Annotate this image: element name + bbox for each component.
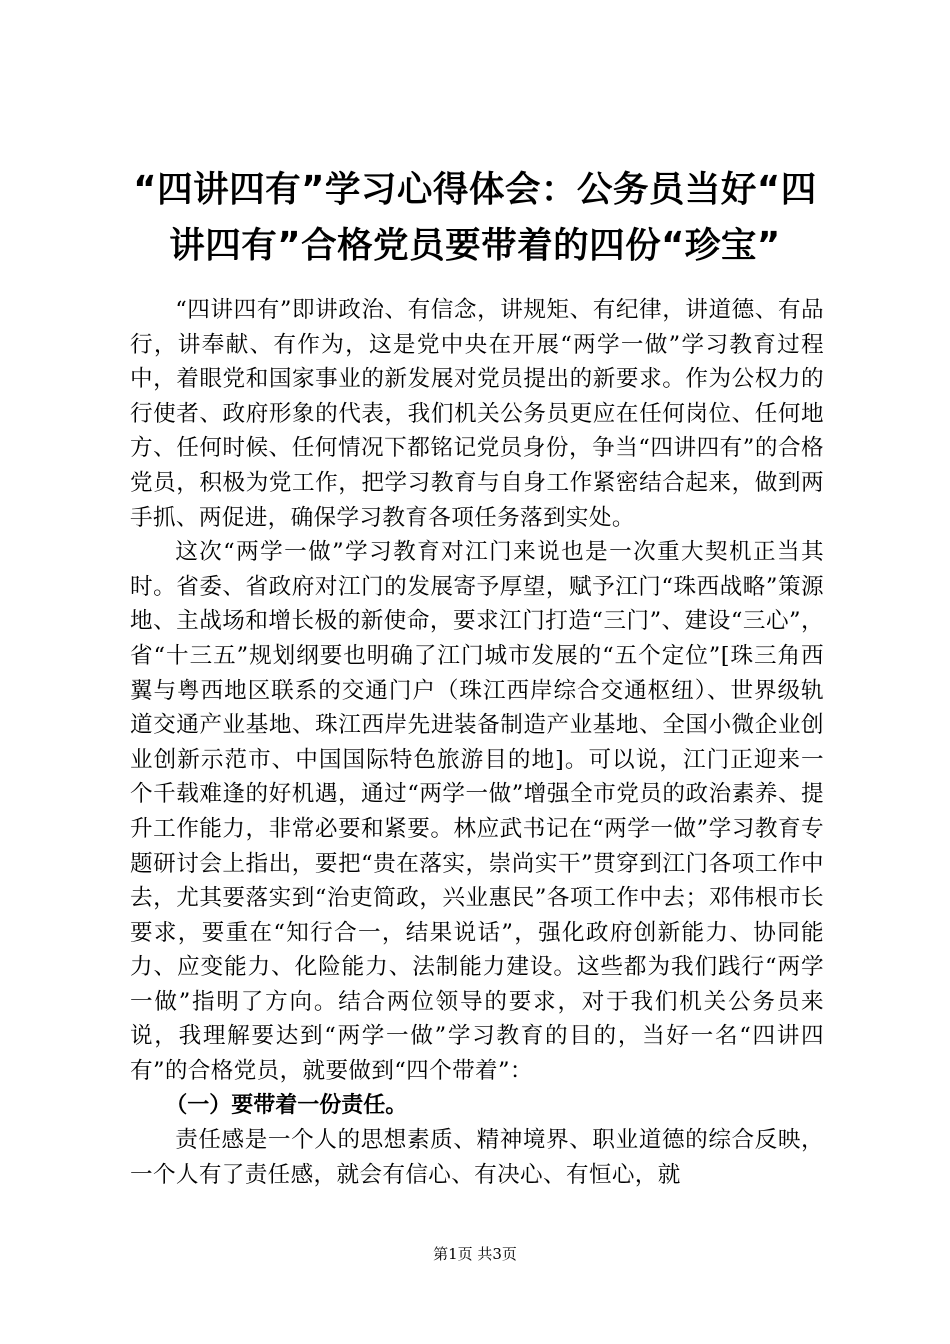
paragraph-jiangmen: 这次“两学一做”学习教育对江门来说也是一次重大契机正当其时。省委、省政府对江门的发展寄予厚望，赋予江门“珠西战略”策源地、主战场和增长极的新使命，要求江门打造“三门”、建设“三心”，省“十三五”规划纲要也明确了江门城市发展的“五个定位”[珠三角西翼与粤西地区联系的交通门户（珠江西岸综合交通枢纽）、世界级轨道交通产业基地、珠江西岸先进装备制造产业基地、全国小微企业创业创新示范市、中国国际特色旅游目的地]。可以说，江门正迎来一个千载难逢的好机遇，通过“两学一做”增强全市党员的政治素养、提升工作能力，非常必要和紧要。林应武书记在“两学一做”学习教育专题研讨会上指出，要把“贵在落实，崇尚实干”贯穿到江门各项工作中去，尤其要落实到“治吏简政，兴业惠民”各项工作中去；邓伟根市长要求，要重在“知行合一，结果说话”，强化政府创新能力、协同能力、应变能力、化险能力、法制能力建设。这些都为我们践行“两学一做”指明了方向。结合两位领导的要求，对于我们机关公务员来说，我理解要达到“两学一做”学习教育的目的，当好一名“四讲四有”的合格党员，就要做到“四个带着”： (130, 539, 824, 1085)
document-title: “四讲四有”学习心得体会：公务员当好“四讲四有”合格党员要带着的四份“珍宝” (133, 169, 817, 266)
document-body (130, 293, 824, 1192)
page-indicator: 第1页 共3页 (433, 1245, 517, 1263)
section-heading: （一）要带着一份责任。 (165, 1092, 408, 1118)
page-footer (0, 1244, 950, 1264)
paragraph-responsibility: 责任感是一个人的思想素质、精神境界、职业道德的综合反映，一个人有了责任感，就会有信心、有决心、有恒心，就 (130, 1127, 824, 1188)
paragraph-intro: “四讲四有”即讲政治、有信念，讲规矩、有纪律，讲道德、有品行，讲奉献、有作为，这是党中央在开展“两学一做”学习教育过程中，着眼党和国家事业的新发展对党员提出的新要求。作为公权力的行使者、政府形象的代表，我们机关公务员更应在任何岗位、任何地方、任何时候、任何情况下都铭记党员身份，争当“四讲四有”的合格党员，积极为党工作，把学习教育与自身工作紧密结合起来，做到两手抓、两促进，确保学习教育各项任务落到实处。 (130, 297, 824, 531)
